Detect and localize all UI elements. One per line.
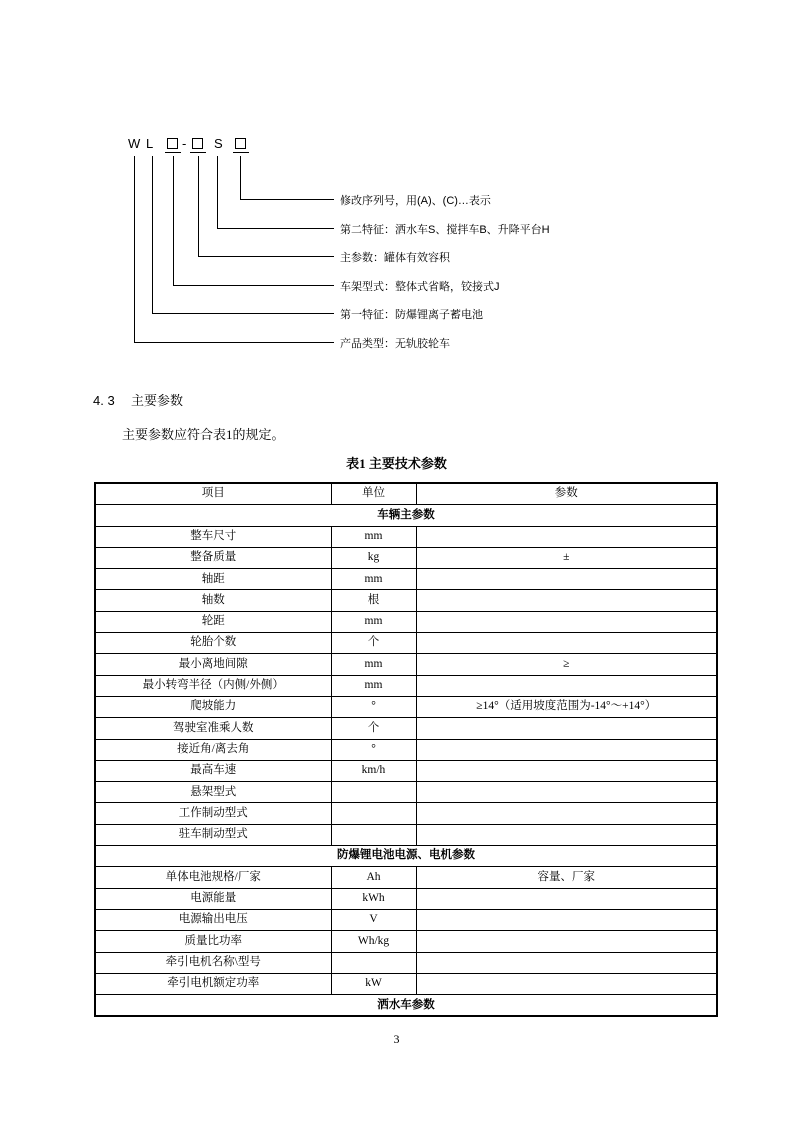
table-row xyxy=(95,909,717,930)
table-caption: 表1 主要技术参数 xyxy=(346,456,447,471)
param-cell xyxy=(416,803,717,824)
table-section-row xyxy=(95,995,717,1017)
table-row xyxy=(95,782,717,803)
intro-text: 主要参数应符合表1的规定。 xyxy=(122,427,285,442)
item-cell: 质量比功率 xyxy=(95,931,331,952)
item-cell: 电源能量 xyxy=(95,888,331,909)
param-cell xyxy=(416,973,717,994)
table-row xyxy=(95,739,717,760)
table-row xyxy=(95,718,717,739)
item-cell: 悬架型式 xyxy=(95,782,331,803)
page-number: 3 xyxy=(393,1032,400,1046)
param-cell xyxy=(416,760,717,781)
section-cell: 防爆锂电池电源、电机参数 xyxy=(95,846,717,867)
unit-cell: ° xyxy=(331,696,416,717)
unit-cell: mm xyxy=(331,654,416,675)
item-cell: 驾驶室准乘人数 xyxy=(95,718,331,739)
unit-cell: kW xyxy=(331,973,416,994)
param-cell xyxy=(416,675,717,696)
param-cell: 容量、厂家 xyxy=(416,867,717,888)
param-cell xyxy=(416,888,717,909)
table-row xyxy=(95,973,717,994)
table-row xyxy=(95,824,717,845)
section-title: 主要参数 xyxy=(131,393,184,408)
table-row xyxy=(95,952,717,973)
table-row xyxy=(95,931,717,952)
unit-cell: Wh/kg xyxy=(331,931,416,952)
item-cell: 牵引电机名称\型号 xyxy=(95,952,331,973)
unit-cell: mm xyxy=(331,611,416,632)
param-cell: ≥14°（适用坡度范围为-14°～+14°） xyxy=(416,696,717,717)
unit-cell: mm xyxy=(331,675,416,696)
item-cell: 最高车速 xyxy=(95,760,331,781)
param-cell xyxy=(416,611,717,632)
spec-table xyxy=(94,482,718,1017)
unit-cell: 个 xyxy=(331,718,416,739)
unit-cell: 根 xyxy=(331,590,416,611)
item-cell: 牵引电机额定功率 xyxy=(95,973,331,994)
section-heading xyxy=(93,390,183,409)
item-cell: 最小转弯半径（内侧/外侧） xyxy=(95,675,331,696)
table-row xyxy=(95,803,717,824)
table-row xyxy=(95,760,717,781)
unit-cell xyxy=(331,952,416,973)
item-cell: 轴数 xyxy=(95,590,331,611)
unit-cell: Ah xyxy=(331,867,416,888)
param-cell xyxy=(416,931,717,952)
param-cell: ± xyxy=(416,547,717,568)
param-cell xyxy=(416,952,717,973)
section-cell: 洒水车参数 xyxy=(95,995,717,1017)
header-unit: 单位 xyxy=(331,483,416,505)
unit-cell: V xyxy=(331,909,416,930)
code-label-main-param: 主参数：罐体有效容积 xyxy=(340,252,450,264)
item-cell: 最小离地间隙 xyxy=(95,654,331,675)
item-cell: 整备质量 xyxy=(95,547,331,568)
code-dash: - xyxy=(182,136,187,151)
unit-cell: 个 xyxy=(331,633,416,654)
code-label-first-feature: 第一特征：防爆锂离子蓄电池 xyxy=(340,309,483,321)
item-cell: 工作制动型式 xyxy=(95,803,331,824)
param-cell xyxy=(416,718,717,739)
item-cell: 单体电池规格/厂家 xyxy=(95,867,331,888)
table-row xyxy=(95,675,717,696)
item-cell: 驻车制动型式 xyxy=(95,824,331,845)
code-letter-w: W xyxy=(128,136,141,151)
code-label-product-type: 产品类型：无轨胶轮车 xyxy=(340,338,450,350)
item-cell: 电源输出电压 xyxy=(95,909,331,930)
code-label-second-feature: 第二特征：洒水车S、搅拌车B、升降平台H xyxy=(340,224,550,236)
table-row xyxy=(95,654,717,675)
unit-cell xyxy=(331,803,416,824)
section-number: 4. 3 xyxy=(93,393,115,408)
table-section-row xyxy=(95,846,717,867)
param-cell xyxy=(416,569,717,590)
item-cell: 轴距 xyxy=(95,569,331,590)
code-label-revision: 修改序列号，用(A)、(C)…表示 xyxy=(340,195,491,207)
table-row xyxy=(95,611,717,632)
table-row xyxy=(95,547,717,568)
unit-cell: mm xyxy=(331,526,416,547)
table-row xyxy=(95,526,717,547)
item-cell: 轮距 xyxy=(95,611,331,632)
param-cell xyxy=(416,824,717,845)
unit-cell xyxy=(331,782,416,803)
item-cell: 整车尺寸 xyxy=(95,526,331,547)
param-cell: ≥ xyxy=(416,654,717,675)
section-cell: 车辆主参数 xyxy=(95,505,717,526)
item-cell: 爬坡能力 xyxy=(95,696,331,717)
table-row xyxy=(95,867,717,888)
code-letter-l: L xyxy=(146,136,154,151)
table-row xyxy=(95,569,717,590)
unit-cell: mm xyxy=(331,569,416,590)
param-cell xyxy=(416,909,717,930)
param-cell xyxy=(416,590,717,611)
table-header-row xyxy=(95,483,717,505)
unit-cell xyxy=(331,824,416,845)
param-cell xyxy=(416,633,717,654)
unit-cell: ° xyxy=(331,739,416,760)
table-row xyxy=(95,633,717,654)
param-cell xyxy=(416,782,717,803)
table-section-row xyxy=(95,505,717,526)
item-cell: 接近角/离去角 xyxy=(95,739,331,760)
header-param: 参数 xyxy=(416,483,717,505)
code-letter-s: S xyxy=(214,136,223,151)
unit-cell: km/h xyxy=(331,760,416,781)
unit-cell: kWh xyxy=(331,888,416,909)
item-cell: 轮胎个数 xyxy=(95,633,331,654)
table-row xyxy=(95,696,717,717)
table-row xyxy=(95,590,717,611)
param-cell xyxy=(416,739,717,760)
header-item: 项目 xyxy=(95,483,331,505)
param-cell xyxy=(416,526,717,547)
table-row xyxy=(95,888,717,909)
code-label-frame-type: 车架型式：整体式省略，铰接式J xyxy=(340,281,500,293)
unit-cell: kg xyxy=(331,547,416,568)
